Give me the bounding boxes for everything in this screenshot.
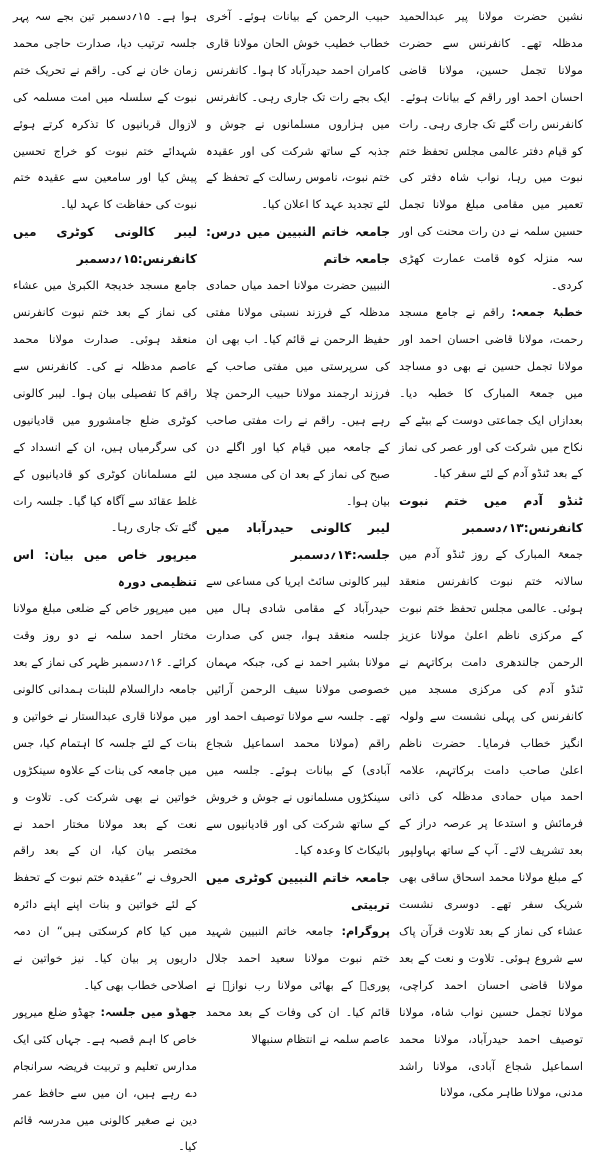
text-column [396, 4, 586, 1100]
paragraph-with-lead [399, 300, 583, 488]
paragraph-with-lead [206, 919, 390, 1054]
paragraph-text: جھڈو ضلع میرپور خاص کا اہم قصبہ ہے۔ جہاں کئی ایک مدارس تعلیم و تربیت فریضہ سرانجام دے رہے ہیں، ان میں سے حافظ عمر دین نے صغیر کالونی میں مدرسہ قائم کیا۔ [13, 1005, 197, 1154]
text-column [203, 4, 393, 1046]
section-heading: جامعہ خاتم النبیین میں درس: جامعہ خاتم [206, 225, 390, 267]
section-heading: لیبر کالونی حیدرآباد میں جلسہ:۱۴؍دسمبر [206, 521, 390, 563]
paragraph: حبیب الرحمن کے بیانات ہوئے۔ آخری خطاب خطیب خوش الحان مولانا قاری کامران احمد حیدرآباد کا ہوا۔ کانفرنس ایک بجے رات تک جاری رہی۔ کانفرنس میں ہزاروں مسلمانوں نے جوش و جذبہ کے ساتھ شرکت کی اور عقیدہ ختم نبوت، ناموس رسالت کے تحفظ کے لئے تجدید عہد کا اعلان کیا۔ [206, 10, 390, 212]
section-heading: ٹنڈو آدم میں ختم نبوت کانفرنس:۱۳؍دسمبر [399, 494, 583, 536]
section-heading: جامعہ خاتم النبیین کوٹری میں تربیتی [206, 871, 390, 913]
paragraph-with-lead [13, 1000, 197, 1161]
paragraph: میں میرپور خاص کے ضلعی مبلغ مولانا مختار احمد سلمہ نے دو روز وقت کرائے۔ ۱۶؍دسمبر ظہر کی نماز کے بعد جامعہ دارالسلام للبنات ہمدانی کالونی میں مولانا قاری عبدالستار نے خواتین و بنات کے لئے جلسہ کا اہتمام کیا، جس میں جامعہ کی بنات کے علاوہ سینکڑوں خواتین نے بھی شرکت کی۔ تلاوت و نعت کے بعد مولانا مختار احمد نے مختصر بیان کیا، ان کے بعد راقم الحروف نے ”عقیدہ ختم نبوت کے تحفظ کے لئے خواتین و بنات اپنے اپنے دائرہ میں کیا کام کرسکتی ہیں“ ان دمہ داریوں پر بیان کیا۔ نیز خواتین نے اصلاحی خطاب بھی کیا۔ [13, 602, 197, 992]
lead-label: خطبۂ جمعہ: [511, 305, 583, 319]
paragraph: جامع مسجد خدیجۃ الکبریٰ میں عشاء کی نماز کے بعد ختم نبوت کانفرنس منعقد ہوئی۔ صدارت مولانا محمد عاصم مدظلہ نے کی۔ کانفرنس سے راقم کا تفصیلی بیان ہوا۔ لیبر کالونی کوٹری ضلع جامشورو میں قادیانیوں کی سرگرمیاں ہیں، ان کے انسداد کے لئے مسلمانان کوٹری کو قادیانیوں کے غلط عقائد سے آگاہ کیا گیا۔ جلسہ رات گئے تک جاری رہا۔ [13, 279, 197, 535]
paragraph: النبیین حضرت مولانا احمد میاں حمادی مدظلہ کے فرزند نسبتی مولانا مفتی حفیظ الرحمن نے قائم کیا۔ اب بھی ان کی سرپرستی میں مفتی صاحب کے فرزند ارجمند مولانا حبیب الرحمن چلا رہے ہیں۔ راقم نے رات مفتی صاحب کے جامعہ میں قیام کیا اور اگلے دن صبح کی نماز کے بعد ان کی مسجد میں بیان ہوا۔ [206, 279, 390, 508]
text-column [10, 4, 200, 1154]
paragraph: جمعۃ المبارک کے روز ٹنڈو آدم میں سالانہ ختم نبوت کانفرنس منعقد ہوئی۔ عالمی مجلس تحفظ ختم نبوت کے مرکزی ناظم اعلیٰ مولانا عزیز الرحمن جالندھری دامت برکاتہم نے ٹنڈو آدم کی مرکزی مسجد میں کانفرنس کی پہلی نشست سے ولولہ انگیز خطاب فرمایا۔ حضرت ناظم اعلیٰ صاحب دامت برکاتہم، علامہ احمد میاں حمادی مدظلہ کی ذاتی فرمائش و استدعا پر عرصہ دراز کے بعد تشریف لائے۔ آپ کے ساتھ بہاولپور کے مبلغ مولانا محمد اسحاق ساقی بھی شریک سفر تھے۔ دوسری نشست عشاء کی نماز کے بعد تلاوت قرآن پاک سے شروع ہوئی۔ تلاوت و نعت کے بعد مولانا قاضی احسان احمد کراچی، مولانا تجمل حسین نواب شاہ، مولانا توصیف احمد حیدرآباد، مولانا محمد اسماعیل شجاع آبادی، مولانا راشد مدنی، مولانا طاہر مکی، مولانا [399, 548, 583, 1100]
lead-label: جھڈو میں جلسہ: [100, 1005, 198, 1019]
section-heading: میرپور خاص میں بیان: اس تنظیمی دورہ [13, 548, 197, 590]
lead-label: پروگرام: [341, 925, 390, 939]
paragraph: نشین حضرت مولانا پیر عبدالحمید مدظلہ تھے۔ کانفرنس سے حضرت مولانا تجمل حسین، مولانا قاضی احسان احمد اور راقم کے بیانات ہوئے۔ کانفرنس رات گئے تک جاری رہی۔ رات کو قیام دفتر عالمی مجلس تحفظ ختم نبوت میں رہا، نواب شاہ دفتر کی تعمیر میں مقامی مبلغ مولانا تجمل حسین سلمہ نے دن رات محنت کی اور سہ منزلہ کوہ قامت عمارت کھڑی کردی۔ [399, 10, 583, 293]
paragraph-text: جامعہ خاتم النبیین شہید ختم نبوت مولانا سعید احمد جلال پوریؒ کے بھائی مولانا رب نوازؒ نے قائم کیا۔ ان کی وفات کے بعد محمد عاصم سلمہ نے انتظام سنبھالا [206, 925, 390, 1046]
paragraph: ہوا ہے۔ ۱۵؍دسمبر تین بجے سہ پہر جلسہ ترتیب دیا، صدارت حاجی محمد زمان خان نے کی۔ راقم نے تحریک ختم نبوت کے سلسلہ میں امت مسلمہ کی لازوال قربانیوں کا تذکرہ کرتے ہوئے شہدائے ختم نبوت کو خراج تحسین پیش کیا اور سامعین سے عقیدہ ختم نبوت کی حفاظت کا عہد لیا۔ [13, 10, 197, 212]
section-heading: لیبر کالونی کوٹری میں کانفرنس:۱۵؍دسمبر [13, 225, 197, 267]
paragraph: لیبر کالونی سائٹ ایریا کی مساعی سے حیدرآباد کے مقامی شادی ہال میں جلسہ منعقد ہوا، جس کی صدارت مولانا بشیر احمد نے کی، جبکہ مہمان خصوصی مولانا سیف الرحمن آرائیں تھے۔ جلسہ سے مولانا توصیف احمد اور راقم (مولانا محمد اسماعیل شجاع آبادی) کے بیانات ہوئے۔ جلسہ میں سینکڑوں مسلمانوں نے جوش و خروش کے ساتھ شرکت کی اور قادیانیوں سے بائیکاٹ کا وعدہ کیا۔ [206, 575, 390, 858]
paragraph-text: راقم نے جامع مسجد رحمت، مولانا قاضی احسان احمد اور مولانا تجمل حسین نے بھی دو مساجد میں جمعۃ المبارک کا خطبہ دیا۔ بعدازاں ایک جماعتی دوست کے بیٹے کے نکاح میں شرکت کی اور عصر کی نماز کے بعد ٹنڈو آدم کے لئے سفر کیا۔ [399, 305, 583, 481]
